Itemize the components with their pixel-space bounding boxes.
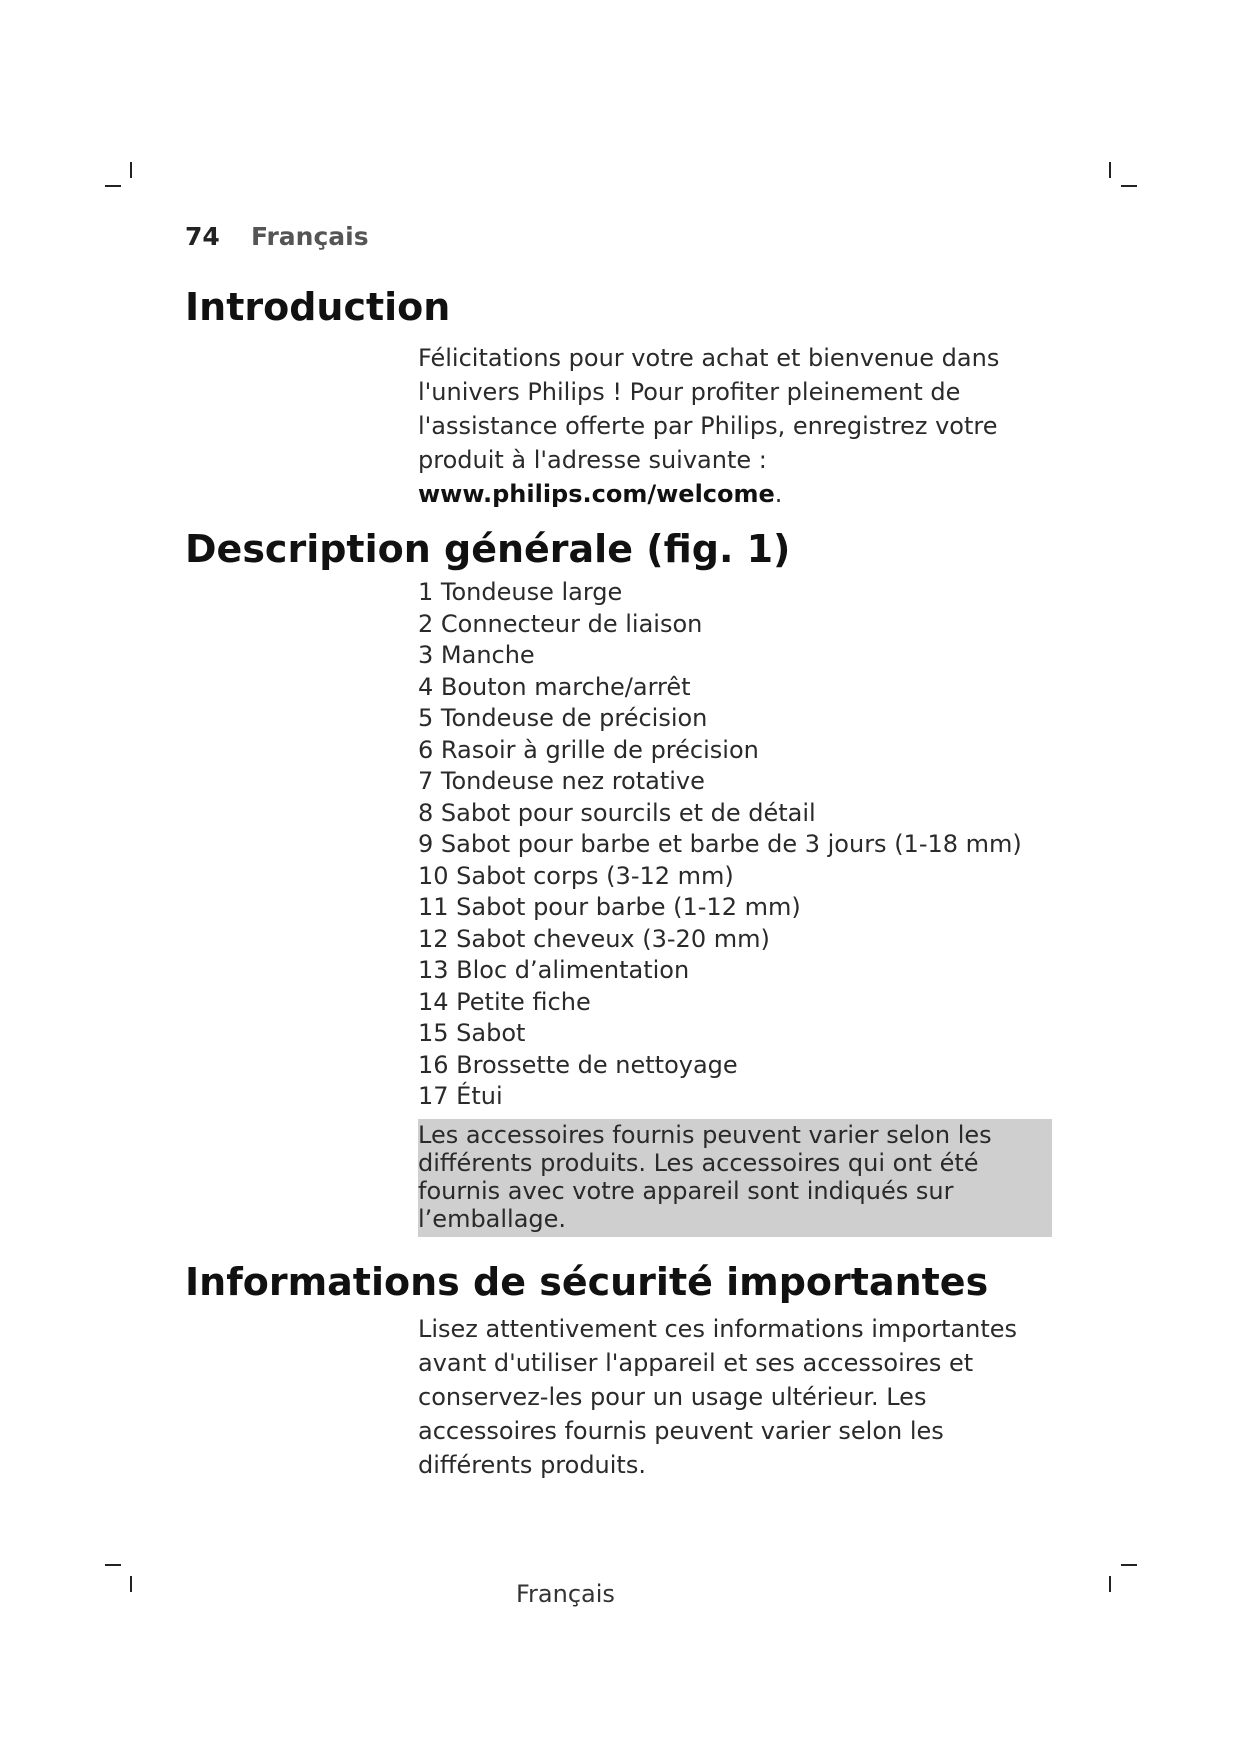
list-item: 9 Sabot pour barbe et barbe de 3 jours (1-18 mm) <box>418 830 1022 858</box>
list-item: 14 Petite fiche <box>418 987 591 1016</box>
page-number: 74 <box>185 222 220 251</box>
crop-mark <box>1121 185 1137 187</box>
introduction-paragraph: Félicitations pour votre achat et bienvenue dans l'univers Philips ! Pour profiter pleinement de l'assistance offerte par Philips, enregistrez votre produit à l'adresse suivante : <box>418 344 1000 474</box>
list-item: 12 Sabot cheveux (3-20 mm) <box>418 924 770 953</box>
list-item: 11 Sabot pour barbe (1-12 mm) <box>418 893 801 921</box>
introduction-heading: Introduction <box>185 285 451 329</box>
welcome-url[interactable]: www.philips.com/welcome <box>418 480 775 508</box>
crop-mark <box>130 162 132 178</box>
crop-mark <box>1109 162 1111 178</box>
crop-mark <box>105 1564 121 1566</box>
list-item: 17 Étui <box>418 1082 503 1110</box>
list-item: 15 Sabot <box>418 1019 526 1047</box>
accessories-note: Les accessoires fournis peuvent varier selon les différents produits. Les accessoires qui ont été fournis avec votre appareil sont indiqués sur l’emballage. <box>418 1119 1052 1237</box>
list-item: 13 Bloc d’alimentation <box>418 956 690 984</box>
list-item: 2 Connecteur de liaison <box>418 609 703 638</box>
crop-mark <box>130 1576 132 1592</box>
crop-mark <box>105 185 121 187</box>
url-suffix: . <box>774 480 783 508</box>
list-item: 6 Rasoir à grille de précision <box>418 735 759 764</box>
safety-heading: Informations de sécurité importantes <box>185 1260 989 1304</box>
introduction-text <box>418 341 1048 511</box>
list-item: 7 Tondeuse nez rotative <box>418 767 705 795</box>
crop-mark <box>1121 1564 1137 1566</box>
description-heading: Description générale (fig. 1) <box>185 527 791 571</box>
list-item: 1 Tondeuse large <box>418 578 623 606</box>
page-footer: Français <box>516 1580 615 1608</box>
safety-text: Lisez attentivement ces informations importantes avant d'utiliser l'appareil et ses accessoires et conservez-les pour un usage ultérieur. Les accessoires fournis peuvent varier selon les différents produits. <box>418 1315 1018 1479</box>
crop-mark <box>1109 1576 1111 1592</box>
page-header <box>185 222 369 251</box>
parts-list <box>418 577 1022 1113</box>
list-item: 8 Sabot pour sourcils et de détail <box>418 798 816 827</box>
list-item: 4 Bouton marche/arrêt <box>418 672 691 701</box>
list-item: 10 Sabot corps (3-12 mm) <box>418 861 734 890</box>
header-language: Français <box>251 222 369 251</box>
list-item: 3 Manche <box>418 641 535 669</box>
list-item: 5 Tondeuse de précision <box>418 704 708 732</box>
list-item: 16 Brossette de nettoyage <box>418 1050 738 1079</box>
